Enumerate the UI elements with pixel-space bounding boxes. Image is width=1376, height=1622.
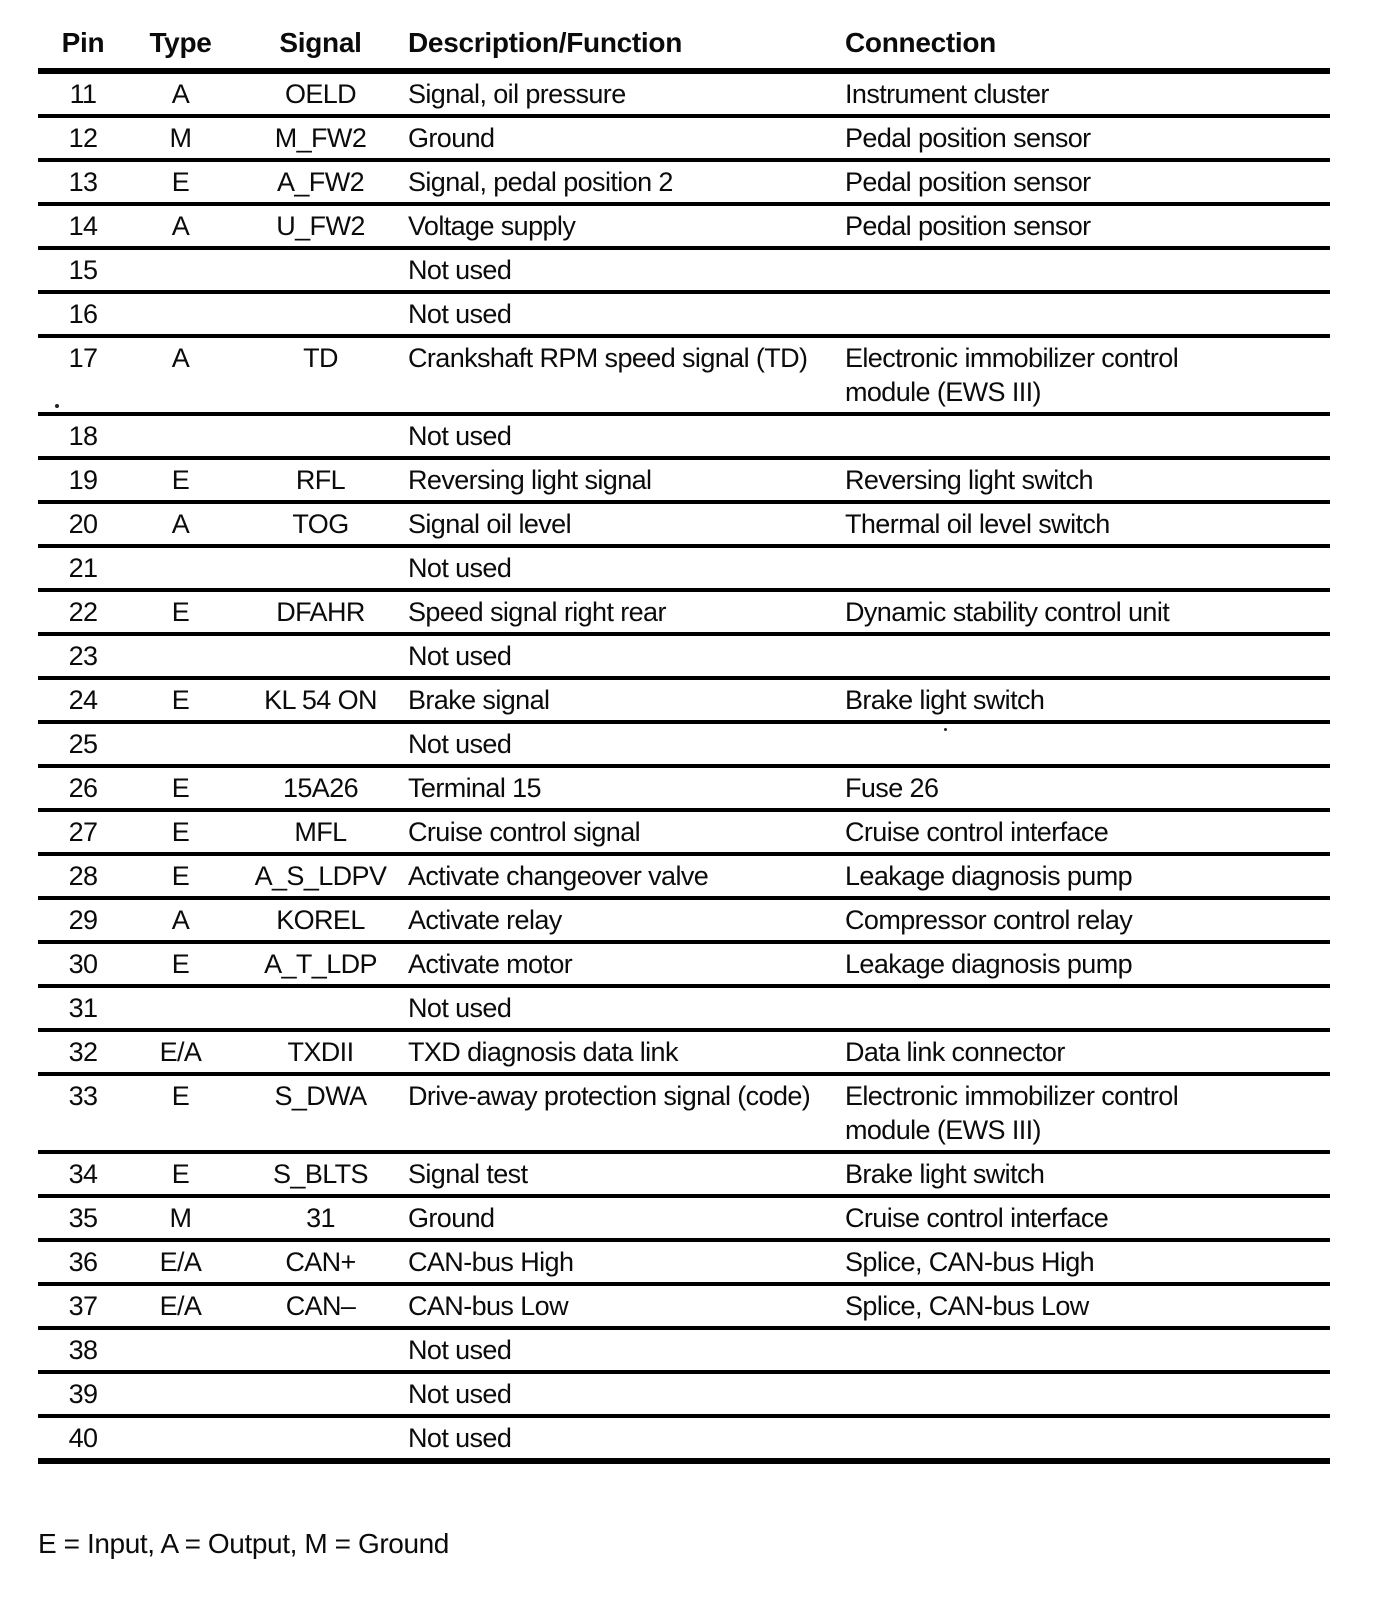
table-row bbox=[38, 1240, 1330, 1284]
cell-type bbox=[128, 722, 233, 766]
table-row bbox=[38, 248, 1330, 292]
cell-description: Speed signal right rear bbox=[408, 590, 845, 634]
table-row bbox=[38, 414, 1330, 458]
cell-connection: Leakage diagnosis pump bbox=[845, 854, 1330, 898]
scan-artifact-dot bbox=[55, 404, 59, 408]
cell-pin: 17 bbox=[38, 336, 128, 414]
cell-connection bbox=[845, 248, 1330, 292]
cell-type: E bbox=[128, 590, 233, 634]
cell-type: E bbox=[128, 1074, 233, 1152]
cell-type bbox=[128, 1416, 233, 1461]
cell-pin: 19 bbox=[38, 458, 128, 502]
cell-signal bbox=[233, 414, 408, 458]
cell-pin: 28 bbox=[38, 854, 128, 898]
cell-type: A bbox=[128, 898, 233, 942]
cell-type: E bbox=[128, 160, 233, 204]
cell-description: Not used bbox=[408, 1328, 845, 1372]
cell-description: Signal test bbox=[408, 1152, 845, 1196]
cell-signal: TD bbox=[233, 336, 408, 414]
cell-description: Ground bbox=[408, 116, 845, 160]
cell-connection bbox=[845, 722, 1330, 766]
table-row bbox=[38, 1328, 1330, 1372]
cell-description: Not used bbox=[408, 1372, 845, 1416]
cell-signal: MFL bbox=[233, 810, 408, 854]
cell-connection bbox=[845, 546, 1330, 590]
table-row bbox=[38, 546, 1330, 590]
cell-type bbox=[128, 634, 233, 678]
cell-signal: A_T_LDP bbox=[233, 942, 408, 986]
cell-pin: 33 bbox=[38, 1074, 128, 1152]
cell-pin: 27 bbox=[38, 810, 128, 854]
cell-pin: 40 bbox=[38, 1416, 128, 1461]
cell-signal: 31 bbox=[233, 1196, 408, 1240]
cell-type: E/A bbox=[128, 1030, 233, 1074]
cell-connection bbox=[845, 1416, 1330, 1461]
table-row bbox=[38, 942, 1330, 986]
cell-description: TXD diagnosis data link bbox=[408, 1030, 845, 1074]
cell-type: A bbox=[128, 71, 233, 116]
cell-pin: 21 bbox=[38, 546, 128, 590]
cell-pin: 31 bbox=[38, 986, 128, 1030]
cell-pin: 13 bbox=[38, 160, 128, 204]
cell-connection: Reversing light switch bbox=[845, 458, 1330, 502]
cell-pin: 23 bbox=[38, 634, 128, 678]
table-row bbox=[38, 1416, 1330, 1461]
cell-pin: 36 bbox=[38, 1240, 128, 1284]
column-header-pin: Pin bbox=[38, 14, 128, 71]
cell-description: Crankshaft RPM speed signal (TD) bbox=[408, 336, 845, 414]
cell-description: Signal oil level bbox=[408, 502, 845, 546]
cell-signal bbox=[233, 722, 408, 766]
table-row bbox=[38, 590, 1330, 634]
cell-signal: KL 54 ON bbox=[233, 678, 408, 722]
cell-pin: 18 bbox=[38, 414, 128, 458]
table-body bbox=[38, 71, 1330, 1461]
table-row bbox=[38, 722, 1330, 766]
cell-signal bbox=[233, 634, 408, 678]
cell-type: M bbox=[128, 1196, 233, 1240]
cell-pin: 14 bbox=[38, 204, 128, 248]
cell-description: Voltage supply bbox=[408, 204, 845, 248]
cell-pin: 11 bbox=[38, 71, 128, 116]
cell-signal: S_DWA bbox=[233, 1074, 408, 1152]
cell-description: Not used bbox=[408, 722, 845, 766]
cell-signal: DFAHR bbox=[233, 590, 408, 634]
cell-description: Not used bbox=[408, 634, 845, 678]
cell-connection: Thermal oil level switch bbox=[845, 502, 1330, 546]
cell-connection: Electronic immobilizer control module (EWS III) bbox=[845, 1074, 1330, 1152]
cell-type: E bbox=[128, 942, 233, 986]
cell-description: Not used bbox=[408, 546, 845, 590]
cell-description: Brake signal bbox=[408, 678, 845, 722]
cell-description: Activate relay bbox=[408, 898, 845, 942]
document-page bbox=[0, 14, 1376, 1622]
cell-pin: 26 bbox=[38, 766, 128, 810]
table-row bbox=[38, 766, 1330, 810]
cell-signal: CAN– bbox=[233, 1284, 408, 1328]
cell-type bbox=[128, 546, 233, 590]
cell-connection: Compressor control relay bbox=[845, 898, 1330, 942]
cell-connection: Pedal position sensor bbox=[845, 204, 1330, 248]
cell-signal: U_FW2 bbox=[233, 204, 408, 248]
cell-connection: Electronic immobilizer control module (EWS III) bbox=[845, 336, 1330, 414]
column-header-signal: Signal bbox=[233, 14, 408, 71]
cell-pin: 15 bbox=[38, 248, 128, 292]
cell-signal bbox=[233, 1328, 408, 1372]
cell-signal: RFL bbox=[233, 458, 408, 502]
cell-pin: 38 bbox=[38, 1328, 128, 1372]
cell-type bbox=[128, 1372, 233, 1416]
table-row bbox=[38, 160, 1330, 204]
cell-type: E bbox=[128, 766, 233, 810]
cell-signal bbox=[233, 1372, 408, 1416]
cell-type: E/A bbox=[128, 1240, 233, 1284]
cell-connection: Instrument cluster bbox=[845, 71, 1330, 116]
cell-signal bbox=[233, 546, 408, 590]
cell-signal: 15A26 bbox=[233, 766, 408, 810]
table-row bbox=[38, 1284, 1330, 1328]
cell-connection bbox=[845, 986, 1330, 1030]
table-row bbox=[38, 986, 1330, 1030]
cell-connection: Brake light switch bbox=[845, 1152, 1330, 1196]
cell-type: A bbox=[128, 502, 233, 546]
cell-connection bbox=[845, 414, 1330, 458]
cell-pin: 22 bbox=[38, 590, 128, 634]
table-row bbox=[38, 678, 1330, 722]
table-row bbox=[38, 1196, 1330, 1240]
cell-signal: M_FW2 bbox=[233, 116, 408, 160]
cell-pin: 12 bbox=[38, 116, 128, 160]
cell-description: CAN-bus Low bbox=[408, 1284, 845, 1328]
cell-pin: 16 bbox=[38, 292, 128, 336]
cell-signal bbox=[233, 1416, 408, 1461]
cell-type bbox=[128, 292, 233, 336]
cell-pin: 39 bbox=[38, 1372, 128, 1416]
cell-connection: Data link connector bbox=[845, 1030, 1330, 1074]
cell-description: Not used bbox=[408, 292, 845, 336]
cell-description: Activate changeover valve bbox=[408, 854, 845, 898]
column-header-description: Description/Function bbox=[408, 14, 845, 71]
cell-connection bbox=[845, 1372, 1330, 1416]
table-header-row bbox=[38, 14, 1330, 71]
cell-type bbox=[128, 1328, 233, 1372]
cell-pin: 34 bbox=[38, 1152, 128, 1196]
cell-description: Not used bbox=[408, 248, 845, 292]
cell-description: Ground bbox=[408, 1196, 845, 1240]
cell-signal: OELD bbox=[233, 71, 408, 116]
cell-connection: Fuse 26 bbox=[845, 766, 1330, 810]
table-row bbox=[38, 1152, 1330, 1196]
table-row bbox=[38, 292, 1330, 336]
cell-pin: 20 bbox=[38, 502, 128, 546]
cell-description: Not used bbox=[408, 1416, 845, 1461]
cell-type: E bbox=[128, 810, 233, 854]
table-row bbox=[38, 71, 1330, 116]
cell-type: A bbox=[128, 336, 233, 414]
cell-pin: 25 bbox=[38, 722, 128, 766]
cell-description: Not used bbox=[408, 414, 845, 458]
table-row bbox=[38, 1372, 1330, 1416]
cell-description: Terminal 15 bbox=[408, 766, 845, 810]
cell-pin: 24 bbox=[38, 678, 128, 722]
cell-description: CAN-bus High bbox=[408, 1240, 845, 1284]
table-row bbox=[38, 634, 1330, 678]
cell-type bbox=[128, 986, 233, 1030]
cell-pin: 37 bbox=[38, 1284, 128, 1328]
cell-description: Signal, pedal position 2 bbox=[408, 160, 845, 204]
column-header-type: Type bbox=[128, 14, 233, 71]
cell-pin: 35 bbox=[38, 1196, 128, 1240]
cell-connection: Leakage diagnosis pump bbox=[845, 942, 1330, 986]
table-row bbox=[38, 502, 1330, 546]
cell-description: Cruise control signal bbox=[408, 810, 845, 854]
cell-connection: Splice, CAN-bus Low bbox=[845, 1284, 1330, 1328]
table-row bbox=[38, 1074, 1330, 1152]
table-row bbox=[38, 1030, 1330, 1074]
cell-type: E/A bbox=[128, 1284, 233, 1328]
cell-signal: S_BLTS bbox=[233, 1152, 408, 1196]
pinout-table bbox=[38, 14, 1330, 1464]
cell-type bbox=[128, 414, 233, 458]
cell-connection: Pedal position sensor bbox=[845, 116, 1330, 160]
cell-signal: A_FW2 bbox=[233, 160, 408, 204]
cell-type bbox=[128, 248, 233, 292]
cell-signal bbox=[233, 248, 408, 292]
cell-signal: TOG bbox=[233, 502, 408, 546]
cell-connection: Cruise control interface bbox=[845, 1196, 1330, 1240]
cell-connection: Dynamic stability control unit bbox=[845, 590, 1330, 634]
cell-type: A bbox=[128, 204, 233, 248]
cell-type: E bbox=[128, 1152, 233, 1196]
cell-description: Drive-away protection signal (code) bbox=[408, 1074, 845, 1152]
table-row bbox=[38, 336, 1330, 414]
cell-description: Activate motor bbox=[408, 942, 845, 986]
table-row bbox=[38, 898, 1330, 942]
cell-connection bbox=[845, 292, 1330, 336]
cell-pin: 29 bbox=[38, 898, 128, 942]
cell-description: Reversing light signal bbox=[408, 458, 845, 502]
cell-signal: TXDII bbox=[233, 1030, 408, 1074]
cell-signal: A_S_LDPV bbox=[233, 854, 408, 898]
cell-connection bbox=[845, 1328, 1330, 1372]
cell-connection bbox=[845, 634, 1330, 678]
cell-signal bbox=[233, 292, 408, 336]
column-header-connection: Connection bbox=[845, 14, 1330, 71]
cell-type: E bbox=[128, 854, 233, 898]
table-row bbox=[38, 116, 1330, 160]
legend-text: E = Input, A = Output, M = Ground bbox=[38, 1528, 449, 1559]
cell-pin: 32 bbox=[38, 1030, 128, 1074]
table-row bbox=[38, 204, 1330, 248]
cell-description: Signal, oil pressure bbox=[408, 71, 845, 116]
cell-pin: 30 bbox=[38, 942, 128, 986]
cell-description: Not used bbox=[408, 986, 845, 1030]
cell-connection: Pedal position sensor bbox=[845, 160, 1330, 204]
cell-signal bbox=[233, 986, 408, 1030]
cell-connection: Splice, CAN-bus High bbox=[845, 1240, 1330, 1284]
cell-signal: KOREL bbox=[233, 898, 408, 942]
cell-signal: CAN+ bbox=[233, 1240, 408, 1284]
table-row bbox=[38, 854, 1330, 898]
cell-connection: Cruise control interface bbox=[845, 810, 1330, 854]
cell-type: E bbox=[128, 678, 233, 722]
scan-artifact-dot bbox=[944, 728, 947, 731]
cell-type: M bbox=[128, 116, 233, 160]
table-row bbox=[38, 458, 1330, 502]
cell-connection: Brake light switch bbox=[845, 678, 1330, 722]
table-row bbox=[38, 810, 1330, 854]
cell-type: E bbox=[128, 458, 233, 502]
